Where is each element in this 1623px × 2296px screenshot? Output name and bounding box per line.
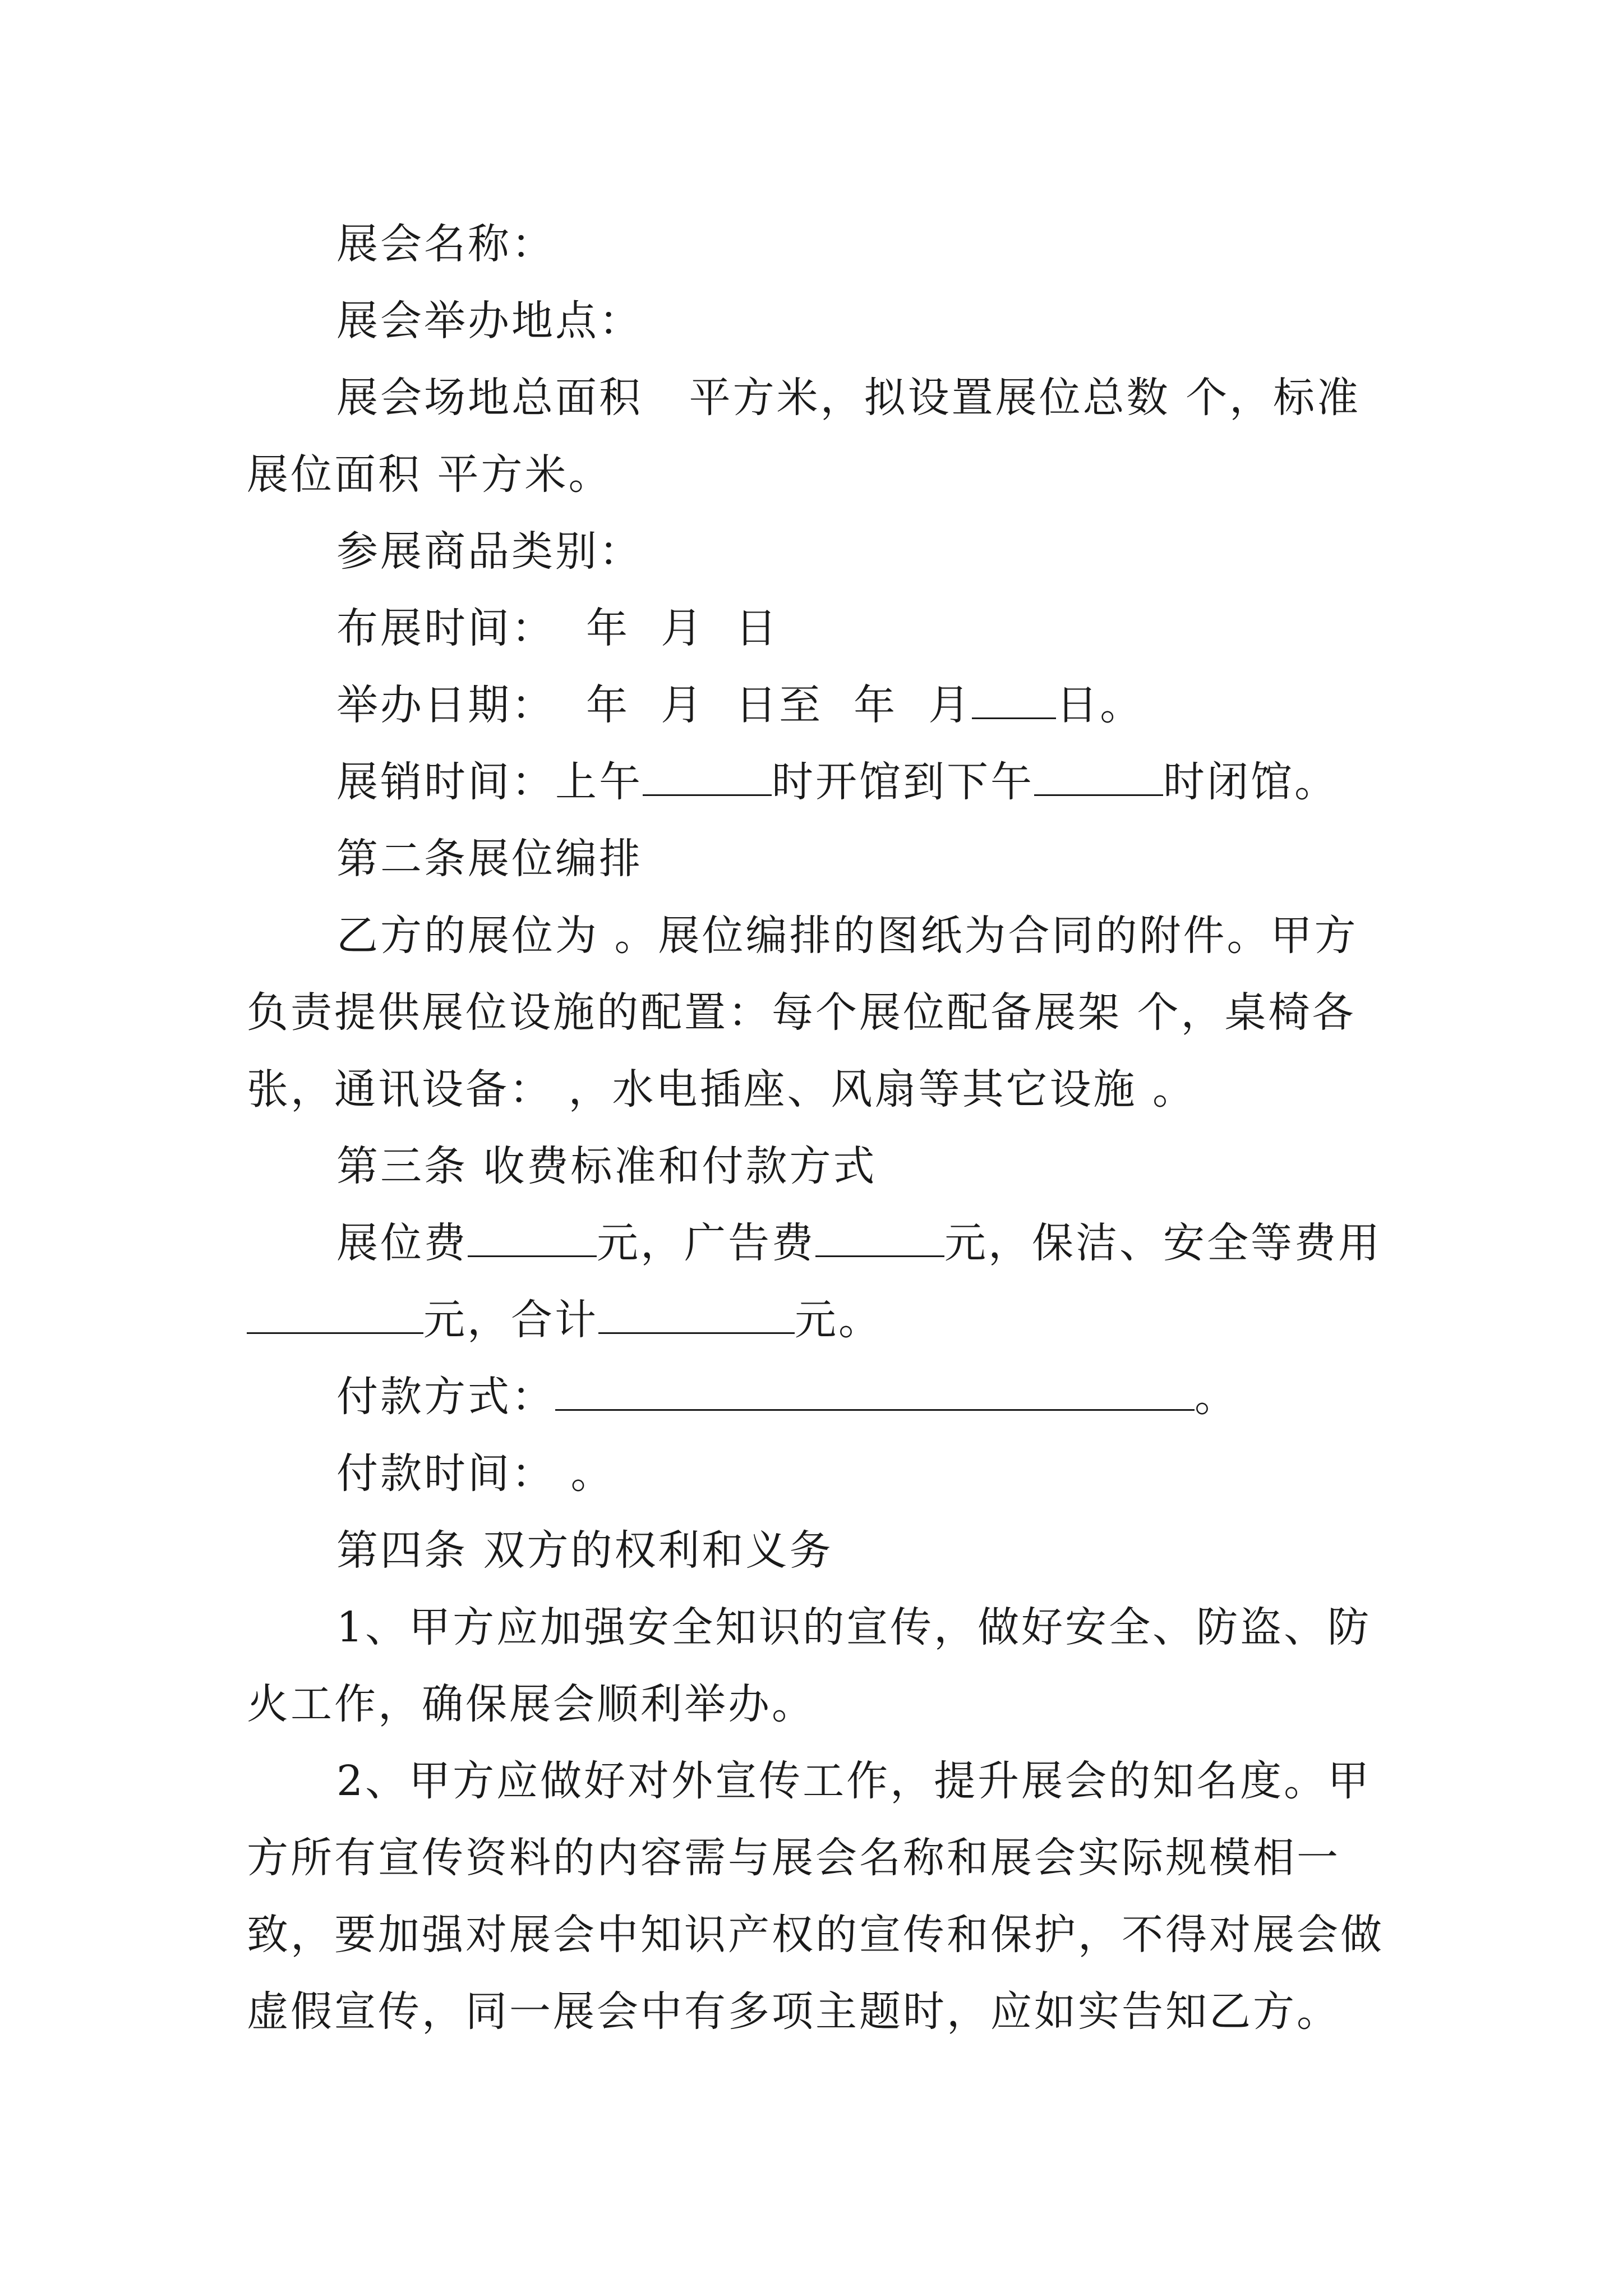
booth-para-line-2: 负责提供展位设施的配置：每个展位配备展架 个，桌椅各 [247, 988, 1356, 1037]
venue-area-line-2: 展位面积 平方米。 [247, 450, 612, 499]
payment-method-line [336, 1369, 1238, 1425]
article-3-heading: 第三条 收费标准和付款方式 [336, 1142, 877, 1190]
sales-time-text: 展销时间：上午 [336, 758, 643, 806]
blank-field [247, 1297, 423, 1334]
duty-1-line-1: 1、甲方应加强安全知识的宣传，做好安全、防盗、防 [336, 1603, 1372, 1651]
sales-time-line [336, 754, 1338, 810]
article-4-heading: 第四条 双方的权利和义务 [336, 1526, 833, 1575]
payment-time-line: 付款时间： 。 [336, 1450, 615, 1498]
article-2-heading: 第二条展位编排 [336, 835, 643, 883]
fees-line-1 [336, 1215, 1382, 1271]
blank-field [972, 683, 1056, 719]
event-date-line [336, 677, 1144, 733]
total-label: 元，合计 [423, 1296, 598, 1344]
duty-2-line-3: 致，要加强对展会中知识产权的宣传和保护，不得对展会做 [247, 1911, 1384, 1959]
exhibition-name-line: 展会名称： [336, 220, 555, 268]
sales-time-end: 时闭馆。 [1163, 758, 1338, 806]
venue-area-line-1: 展会场地总面积 平方米，拟设置展位总数 个，标准 [336, 374, 1361, 422]
ad-fee-label: 元，广告费 [597, 1219, 815, 1267]
cleaning-fee-label: 元，保洁、安全等费用 [944, 1219, 1382, 1267]
booth-fee-label: 展位费 [336, 1219, 468, 1267]
total-end: 元。 [795, 1296, 882, 1344]
duty-2-line-2: 方所有宣传资料的内容需与展会名称和展会实际规模相一 [247, 1834, 1340, 1882]
blank-field [598, 1297, 795, 1334]
product-category-line: 参展商品类别： [336, 527, 643, 576]
fees-line-2 [247, 1292, 882, 1348]
blank-field [643, 760, 772, 796]
exhibition-venue-line: 展会举办地点： [336, 297, 643, 345]
blank-field [468, 1221, 597, 1257]
payment-method-end: 。 [1195, 1373, 1238, 1421]
payment-method-label: 付款方式： [336, 1373, 555, 1421]
duty-2-line-4: 虚假宣传，同一展会中有多项主题时，应如实告知乙方。 [247, 1987, 1340, 2036]
setup-time-line: 布展时间： 年 月 日 [336, 604, 780, 652]
event-date-end: 日。 [1056, 681, 1144, 729]
blank-field [555, 1374, 1195, 1411]
booth-para-line-3: 张，通讯设备： ，水电插座、风扇等其它设施 。 [247, 1065, 1197, 1114]
booth-para-line-1: 乙方的展位为 。展位编排的图纸为合同的附件。甲方 [336, 912, 1358, 960]
event-date-text: 举办日期： 年 月 日至 年 月 [336, 681, 972, 729]
duty-1-line-2: 火工作，确保展会顺利举办。 [247, 1680, 815, 1728]
duty-2-line-1: 2、甲方应做好对外宣传工作，提升展会的知名度。甲 [336, 1757, 1372, 1805]
sales-time-middle: 时开馆到下午 [772, 758, 1034, 806]
blank-field [1034, 760, 1163, 796]
blank-field [815, 1221, 944, 1257]
